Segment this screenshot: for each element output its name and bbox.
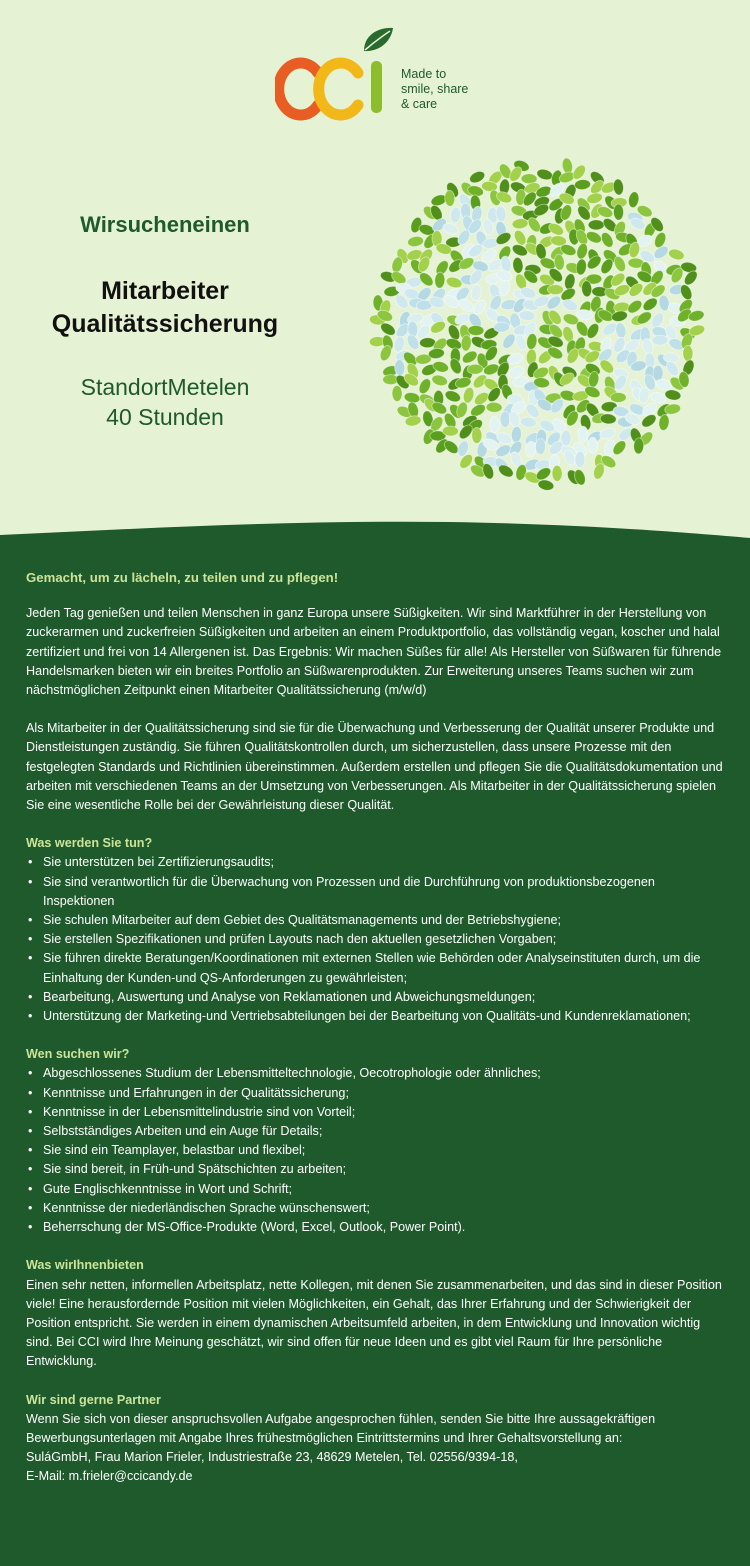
- green-jellybean: [448, 357, 464, 376]
- list-item: • Sie sind verantwortlich für die Überwachung von Prozessen und die Durchführung von produktionsbezogenen Inspektionen: [26, 873, 726, 911]
- partner-heading: Wir sind gerne Partner: [26, 1392, 161, 1407]
- list-item: • Sie erstellen Spezifikationen und prüfen Layouts nach den aktuellen gesetzlichen Vorgaben;: [26, 930, 726, 949]
- green-jellybean: [553, 254, 565, 271]
- job-location-hours: StandortMetelen 40 Stunden: [80, 374, 250, 430]
- list-item: • Unterstützung der Marketing-und Vertriebsabteilungen bei der Bearbeitung von Qualitäts-und Kundenreklamationen;: [26, 1007, 726, 1026]
- cci-logo: [275, 25, 505, 125]
- contact-paragraph: [26, 1410, 726, 1487]
- blue-jellybean: [511, 426, 522, 443]
- blue-jellybean: [500, 332, 517, 351]
- list-item: • Sie führen direkte Beratungen/Koordinationen mit externen Stellen wie Behörden oder Analyseinstituten durch, um die Einhaltung der Kunden-und QS-Anforderungen zu gewährleisten;: [26, 949, 726, 987]
- blue-jellybean: [588, 437, 598, 453]
- list-item: • Kenntnisse in der Lebensmittelindustrie sind von Vorteil;: [26, 1103, 726, 1122]
- green-jellybean: [442, 426, 458, 437]
- green-jellybean: [468, 325, 484, 336]
- green-jellybean: [417, 377, 433, 396]
- green-jellybean: [472, 427, 482, 443]
- offer-paragraph: Einen sehr netten, informellen Arbeitsplatz, nette Kollegen, mit denen Sie zusammenarbeiten, und das sind in dieser Position viele! Eine herausfordernde Position mit vielen Möglichkeiten, ein Gehalt, das Ihrer Erfahrung und der Schwierigkeit der Position entspricht. Sie werden in einem dynamischen Arbeitsumfeld arbeiten, in dem Entwicklung und Innovation wichtig sind. Bei CCI wird Ihre Meinung geschätzt, wir sind offen für neue Ideen und es gibt viel Raum für Ihre persönliche Entwicklung.: [26, 1277, 722, 1369]
- list-item: • Beherrschung der MS-Office-Produkte (Word, Excel, Outlook, Power Point).: [26, 1218, 726, 1237]
- green-jellybean: [574, 179, 591, 190]
- green-jellybean: [428, 347, 445, 359]
- green-jellybean: [585, 321, 602, 340]
- green-jellybean: [610, 392, 626, 402]
- we-search-heading: Wirsucheneinen: [80, 212, 250, 237]
- blue-jellybean: [575, 451, 586, 467]
- logo-tagline: Made to smile, share & care: [401, 67, 469, 111]
- profile-heading: Wen suchen wir?: [26, 1047, 130, 1062]
- list-item: • Kenntnisse und Erfahrungen in der Qualitätssicherung;: [26, 1084, 726, 1103]
- blue-jellybean: [489, 417, 500, 433]
- blue-jellybean: [578, 426, 588, 442]
- green-jellybean: [547, 284, 563, 294]
- green-jellybean: [462, 386, 475, 404]
- job-title: Mitarbeiter Qualitätssicherung: [51, 277, 279, 338]
- green-jellybean: [563, 273, 576, 291]
- green-jellybean: [641, 295, 660, 313]
- green-jellybean: [625, 298, 644, 316]
- green-jellybean: [444, 389, 463, 404]
- jellybean-globe-image: [363, 150, 713, 500]
- tasks-list: [26, 853, 726, 1026]
- list-item: • Bearbeitung, Auswertung und Analyse von Reklamationen und Abweichungsmeldungen;: [26, 988, 726, 1007]
- green-jellybean: [664, 389, 681, 402]
- green-jellybean: [407, 235, 424, 248]
- offer-heading: Was wirIhnenbieten: [26, 1258, 144, 1273]
- green-jellybean: [667, 247, 685, 261]
- list-item: • Selbstständiges Arbeiten und ein Auge für Details;: [26, 1122, 726, 1141]
- green-jellybean: [613, 179, 625, 196]
- blue-jellybean: [520, 416, 537, 428]
- partner-text: Wenn Sie sich von dieser anspruchsvollen Aufgabe angesprochen fühlen, senden Sie bitte Ihre aussagekräftigen Bewerbungsunterlagen mit Angabe Ihres frühestmöglichen Eintrittstermins und Ihrer Gehaltsvorstellung an:: [26, 1411, 656, 1445]
- header-section: [0, 0, 750, 520]
- green-jellybean: [575, 258, 587, 275]
- green-jellybean: [599, 230, 616, 249]
- green-jellybean: [445, 275, 463, 289]
- list-item: • Sie sind ein Teamplayer, belastbar und flexibel;: [26, 1141, 726, 1160]
- list-item: • Sie schulen Mitarbeiter auf dem Gebiet des Qualitätsmanagements und der Betriebshygiene;: [26, 911, 726, 930]
- blue-jellybean: [599, 427, 617, 441]
- profile-list: [26, 1064, 726, 1237]
- blue-jellybean: [652, 335, 668, 346]
- green-jellybean: [552, 465, 562, 481]
- blue-jellybean: [535, 438, 545, 454]
- green-jellybean: [460, 349, 479, 366]
- contact-address: SuláGmbH, Frau Marion Frieler, Industriestraße 23, 48629 Metelen, Tel. 02556/9394-18,: [26, 1450, 518, 1465]
- green-jellybean: [512, 218, 529, 230]
- green-jellybean: [627, 191, 640, 208]
- blue-jellybean: [500, 411, 510, 427]
- list-item: • Kenntnisse der niederländischen Sprache wünschenswert;: [26, 1199, 726, 1218]
- list-item: • Abgeschlossenes Studium der Lebensmitteltechnologie, Oecotrophologie oder ähnliches;: [26, 1064, 726, 1083]
- role-paragraph: Als Mitarbeiter in der Qualitätssicherung sind sie für die Überwachung und Verbesserung der Qualität unserer Produkte und Dienstleistungen zuständig. Sie führen Qualitätskontrollen durch, um sicherzustellen, dass unsere Prozesse mit den festgelegten Standards und Richtlinien übereinstimmen. Außerdem erstellen und pflegen Sie die Qualitätsdokumentation und arbeiten mit verschiedenen Teams an der Umsetzung von Verbesserungen. Als Mitarbeiter in der Qualitätssicherung spielen Sie eine wesentliche Rolle bei der Gewährleistung dieser Qualität.: [26, 721, 723, 813]
- green-jellybean: [575, 242, 589, 260]
- green-jellybean: [613, 204, 623, 220]
- green-jellybean: [512, 257, 524, 274]
- intro-paragraph: Jeden Tag genießen und teilen Menschen in ganz Europa unsere Süßigkeiten. Wir sind Marktführer in der Herstellung von zuckerarmen und zuckerfreien Süßigkeiten und arbeiten an einem Produktportfolio, das vollständig vegan, koscher und halal zertifiziert und frei von 14 Allergenen ist. Das Ergebnis: Wir machen Süßes für alle! Als Hersteller von Süßwaren für führende Handelsmarken bieten wir ein breites Portfolio an Süßwarenprodukten. Zur Erweiterung unseres Teams suchen wir zum nächstmöglichen Zeitpunkt einen Mitarbeiter Qualitätssicherung (m/w/d): [26, 606, 722, 698]
- blue-jellybean: [493, 322, 510, 333]
- tasks-heading: Was werden Sie tun?: [26, 836, 153, 851]
- green-jellybean: [486, 402, 503, 413]
- green-jellybean: [392, 385, 402, 401]
- list-item: • Sie unterstützen bei Zertifizierungsaudits;: [26, 853, 726, 872]
- blue-jellybean: [658, 294, 670, 311]
- green-jellybean: [683, 345, 693, 361]
- blue-jellybean: [450, 206, 462, 223]
- list-item: • Gute Englischkenntnisse in Wort und Schrift;: [26, 1180, 726, 1199]
- green-jellybean: [434, 272, 445, 289]
- blue-jellybean: [519, 310, 536, 322]
- green-jellybean: [431, 373, 449, 387]
- contact-email[interactable]: E-Mail: m.frieler@ccicandy.de: [26, 1469, 193, 1484]
- green-jellybean: [588, 220, 604, 230]
- blue-jellybean: [470, 284, 482, 301]
- job-description: [26, 568, 726, 1487]
- slogan: Gemacht, um zu lächeln, zu teilen und zu pflegen!: [26, 570, 339, 585]
- green-jellybean: [467, 364, 483, 374]
- list-item: • Sie sind bereit, in Früh-und Spätschichten zu arbeiten;: [26, 1160, 726, 1179]
